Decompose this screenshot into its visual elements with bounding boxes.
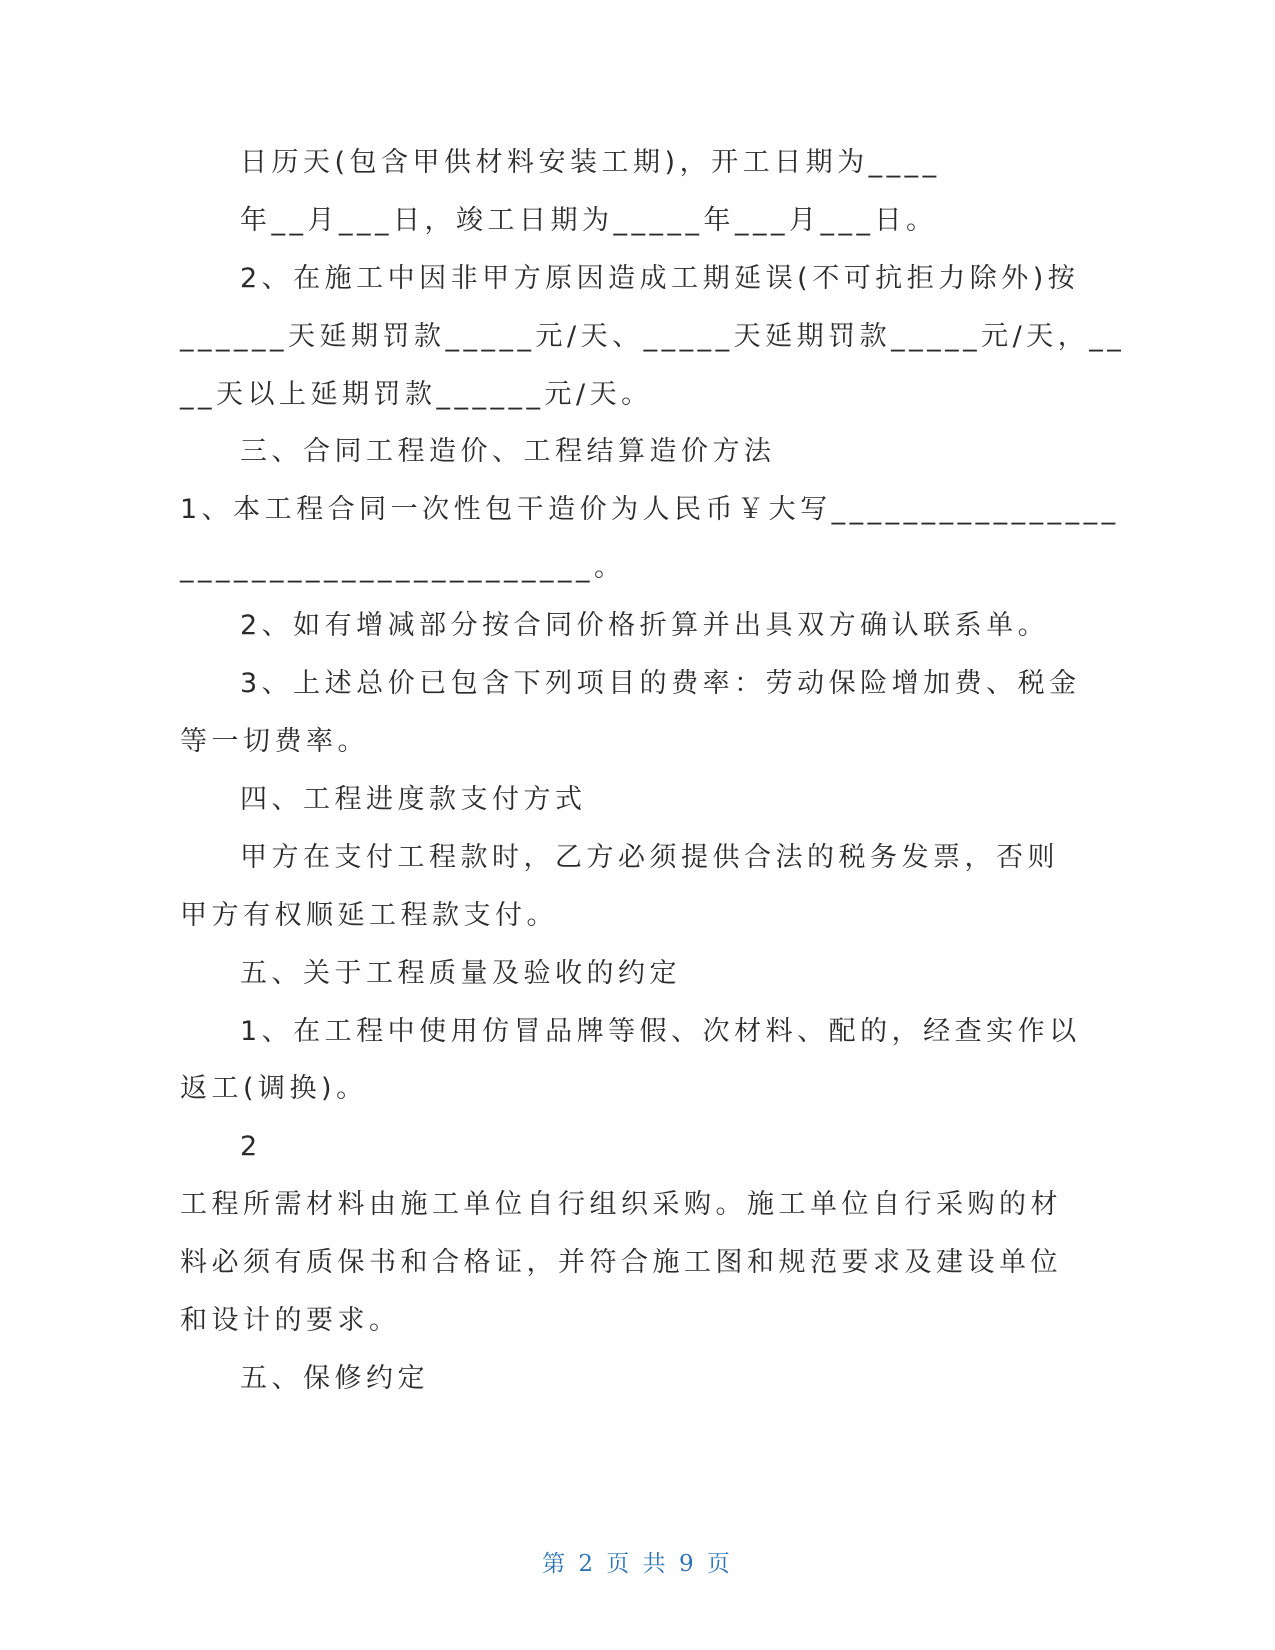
text-line-17: 返工(调换)。 xyxy=(180,1073,368,1104)
section-heading-5b: 五、保修约定 xyxy=(240,1363,429,1394)
text-line-8: _______________________。 xyxy=(180,552,626,583)
section-heading-3: 三、合同工程造价、工程结算造价方法 xyxy=(240,436,776,467)
section-heading-5: 五、关于工程质量及验收的约定 xyxy=(240,958,681,989)
text-line-7: 1、本工程合同一次性包干造价为人民币￥大写________________ xyxy=(180,494,1120,525)
text-line-11: 等一切费率。 xyxy=(180,726,369,757)
text-line-1: 日历天(包含甲供材料安装工期)，开工日期为____ xyxy=(240,147,941,178)
text-line-3: 2、在施工中因非甲方原因造成工期延误(不可抗拒力除外)按 xyxy=(240,263,1080,294)
item-number: 2 xyxy=(240,1131,262,1162)
text-line-19: 工程所需材料由施工单位自行组织采购。施工单位自行采购的材 xyxy=(180,1189,1062,1220)
text-line-14: 甲方有权顺延工程款支付。 xyxy=(180,900,558,931)
section-heading-4: 四、工程进度款支付方式 xyxy=(240,784,587,815)
text-line-4: ______天延期罚款_____元/天、_____天延期罚款_____元/天，__ xyxy=(180,321,1126,352)
text-line-2: 年__月___日，竣工日期为_____年___月___日。 xyxy=(240,205,938,236)
text-line-16: 1、在工程中使用仿冒品牌等假、次材料、配的，经查实作以 xyxy=(240,1016,1081,1047)
text-line-10: 3、上述总价已包含下列项目的费率：劳动保险增加费、税金 xyxy=(240,668,1081,699)
text-line-13: 甲方在支付工程款时，乙方必须提供合法的税务发票，否则 xyxy=(240,842,1059,873)
text-line-21: 和设计的要求。 xyxy=(180,1305,401,1336)
text-line-20: 料必须有质保书和合格证，并符合施工图和规范要求及建设单位 xyxy=(180,1247,1062,1278)
text-line-5: __天以上延期罚款______元/天。 xyxy=(180,379,653,410)
text-line-9: 2、如有增减部分按合同价格折算并出具双方确认联系单。 xyxy=(240,610,1050,641)
page-number-footer: 第 2 页 共 9 页 xyxy=(542,1551,733,1577)
